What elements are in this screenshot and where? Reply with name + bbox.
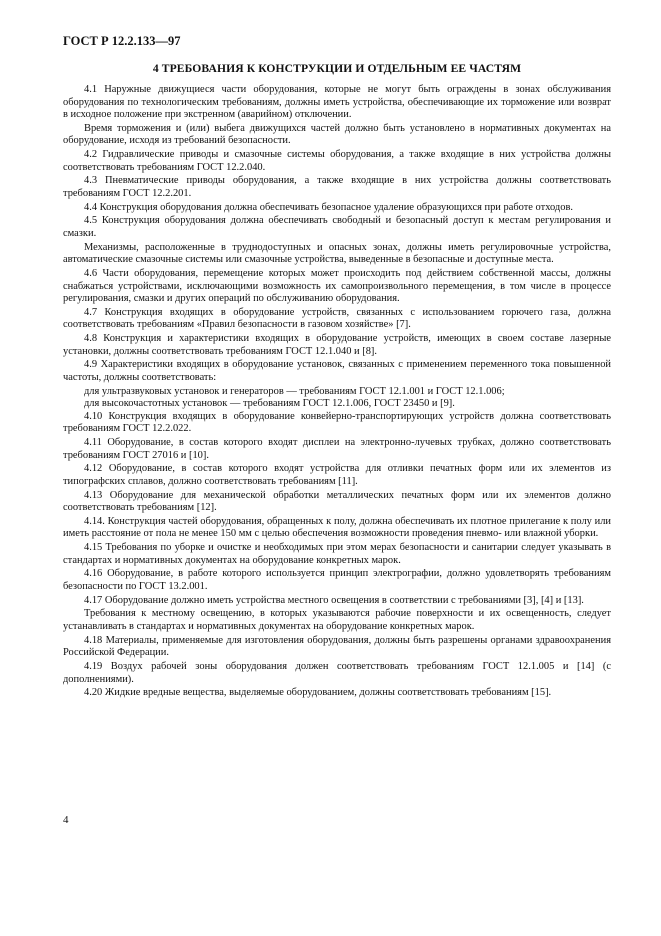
- paragraph-4-5-note: Механизмы, расположенные в труднодоступных и опасных зонах, должны иметь регулировочные устройства, автоматические смазочные системы или смазочные устройства, выведенные в безопасные и доступные места.: [63, 241, 611, 266]
- paragraph-4-12: 4.12 Оборудование, в состав которого входят устройства для отливки печатных форм или их элементов из типографских сплавов, должно соответствовать требованиям [11].: [63, 463, 611, 487]
- standard-header: ГОСТ Р 12.2.133—97: [63, 34, 181, 48]
- paragraph-4-8: 4.8 Конструкция и характеристики входящих в оборудование устройств, имеющих в своем составе лазерные установки, должны соответствовать требованиям ГОСТ 12.1.040 и [8].: [63, 333, 611, 357]
- paragraph-4-20: 4.20 Жидкие вредные вещества, выделяемые оборудованием, должны соответствовать требованиям [15].: [84, 687, 552, 699]
- paragraph-4-1: 4.1 Наружные движущиеся части оборудования, которые не могут быть ограждены в зонах обслуживания оборудования по технологическим требованиям, должны иметь устройства, обеспечивающие их торможение или возврат в исходное положение при экстренном (аварийном) отключении.: [63, 84, 611, 121]
- paragraph-4-17-note: Требования к местному освещению, в которых указываются рабочие поверхности и их освещенность, следует устанавливать в стандартах и нормативных документах на оборудование конкретных марок.: [63, 608, 611, 632]
- paragraph-4-9: 4.9 Характеристики входящих в оборудование установок, связанных с применением переменного тока повышенной частоты, должны соответствовать:: [63, 359, 611, 383]
- page-number: 4: [63, 814, 69, 826]
- list-item-high-frequency: для высокочастотных установок — требованиям ГОСТ 12.1.006, ГОСТ 23450 и [9].: [84, 398, 455, 410]
- paragraph-4-10: 4.10 Конструкция входящих в оборудование конвейерно-транспортирующих устройств должна соответствовать требованиям ГОСТ 12.2.022.: [63, 410, 611, 435]
- paragraph-4-2: 4.2 Гидравлические приводы и смазочные системы оборудования, а также входящие в них устройства должны соответствовать требованиям ГОСТ 12.2.040.: [63, 149, 611, 173]
- paragraph-4-19: 4.19 Воздух рабочей зоны оборудования должен соответствовать требованиям ГОСТ 12.1.005 и [14] (с дополнениями).: [63, 661, 611, 685]
- paragraph-4-15: 4.15 Требования по уборке и очистке и необходимых при этом мерах безопасности и санитарии следует указывать в стандартах и нормативных документах на оборудование конкретных марок.: [63, 542, 611, 566]
- paragraph-4-18: 4.18 Материалы, применяемые для изготовления оборудования, должны быть разрешены органами здравоохранения Российской Федерации.: [63, 634, 611, 659]
- document-body: [63, 84, 611, 701]
- paragraph-4-4: 4.4 Конструкция оборудования должна обеспечивать безопасное удаление образующихся при работе отходов.: [84, 201, 573, 213]
- list-item-ultrasonic: для ультразвуковых установок и генераторов — требованиям ГОСТ 12.1.001 и ГОСТ 12.1.006;: [84, 385, 505, 397]
- paragraph-4-3: 4.3 Пневматические приводы оборудования, а также входящие в них устройства должны соответствовать требованиям ГОСТ 12.2.201.: [63, 175, 611, 199]
- paragraph-4-16: 4.16 Оборудование, в работе которого используется принцип электрографии, должно удовлетворять требованиям безопасности по ГОСТ 13.2.001.: [63, 568, 611, 592]
- paragraph-4-14: 4.14. Конструкция частей оборудования, обращенных к полу, должна обеспечивать их плотное прилегание к полу или иметь расстояние от пола не менее 150 мм с целью обеспечения возможности проведения пневмо- или влажной уборки.: [63, 515, 611, 540]
- paragraph-4-17: 4.17 Оборудование должно иметь устройства местного освещения в соответствии с требованиями [3], [4] и [13].: [84, 594, 584, 606]
- paragraph-4-7: 4.7 Конструкция входящих в оборудование устройств, связанных с использованием горючего газа, должна соответствовать требованиям «Правил безопасности в газовом хозяйстве» [7].: [63, 306, 611, 331]
- paragraph-4-1-note: Время торможения и (или) выбега движущихся частей должно быть установлено в нормативных документах на оборудование, исходя из требований безопасности.: [63, 122, 611, 147]
- section-title: 4 ТРЕБОВАНИЯ К КОНСТРУКЦИИ И ОТДЕЛЬНЫМ ЕЕ ЧАСТЯМ: [152, 62, 522, 75]
- paragraph-4-6: 4.6 Части оборудования, перемещение которых может происходить под действием собственной массы, должны снабжаться устройствами, исключающими возможность их самопроизвольного перемещения, в том числе в процессе регулирования, смазки и других операций по обслуживанию оборудования.: [63, 267, 611, 305]
- paragraph-4-5: 4.5 Конструкция оборудования должна обеспечивать свободный и безопасный доступ к местам регулирования и смазки.: [63, 215, 611, 239]
- paragraph-4-13: 4.13 Оборудование для механической обработки металлических печатных форм или их элементов должно соответствовать требованиям [12].: [63, 489, 611, 514]
- paragraph-4-11: 4.11 Оборудование, в состав которого входят дисплеи на электронно-лучевых трубках, должно соответствовать требованиям ГОСТ 27016 и [10].: [63, 437, 611, 461]
